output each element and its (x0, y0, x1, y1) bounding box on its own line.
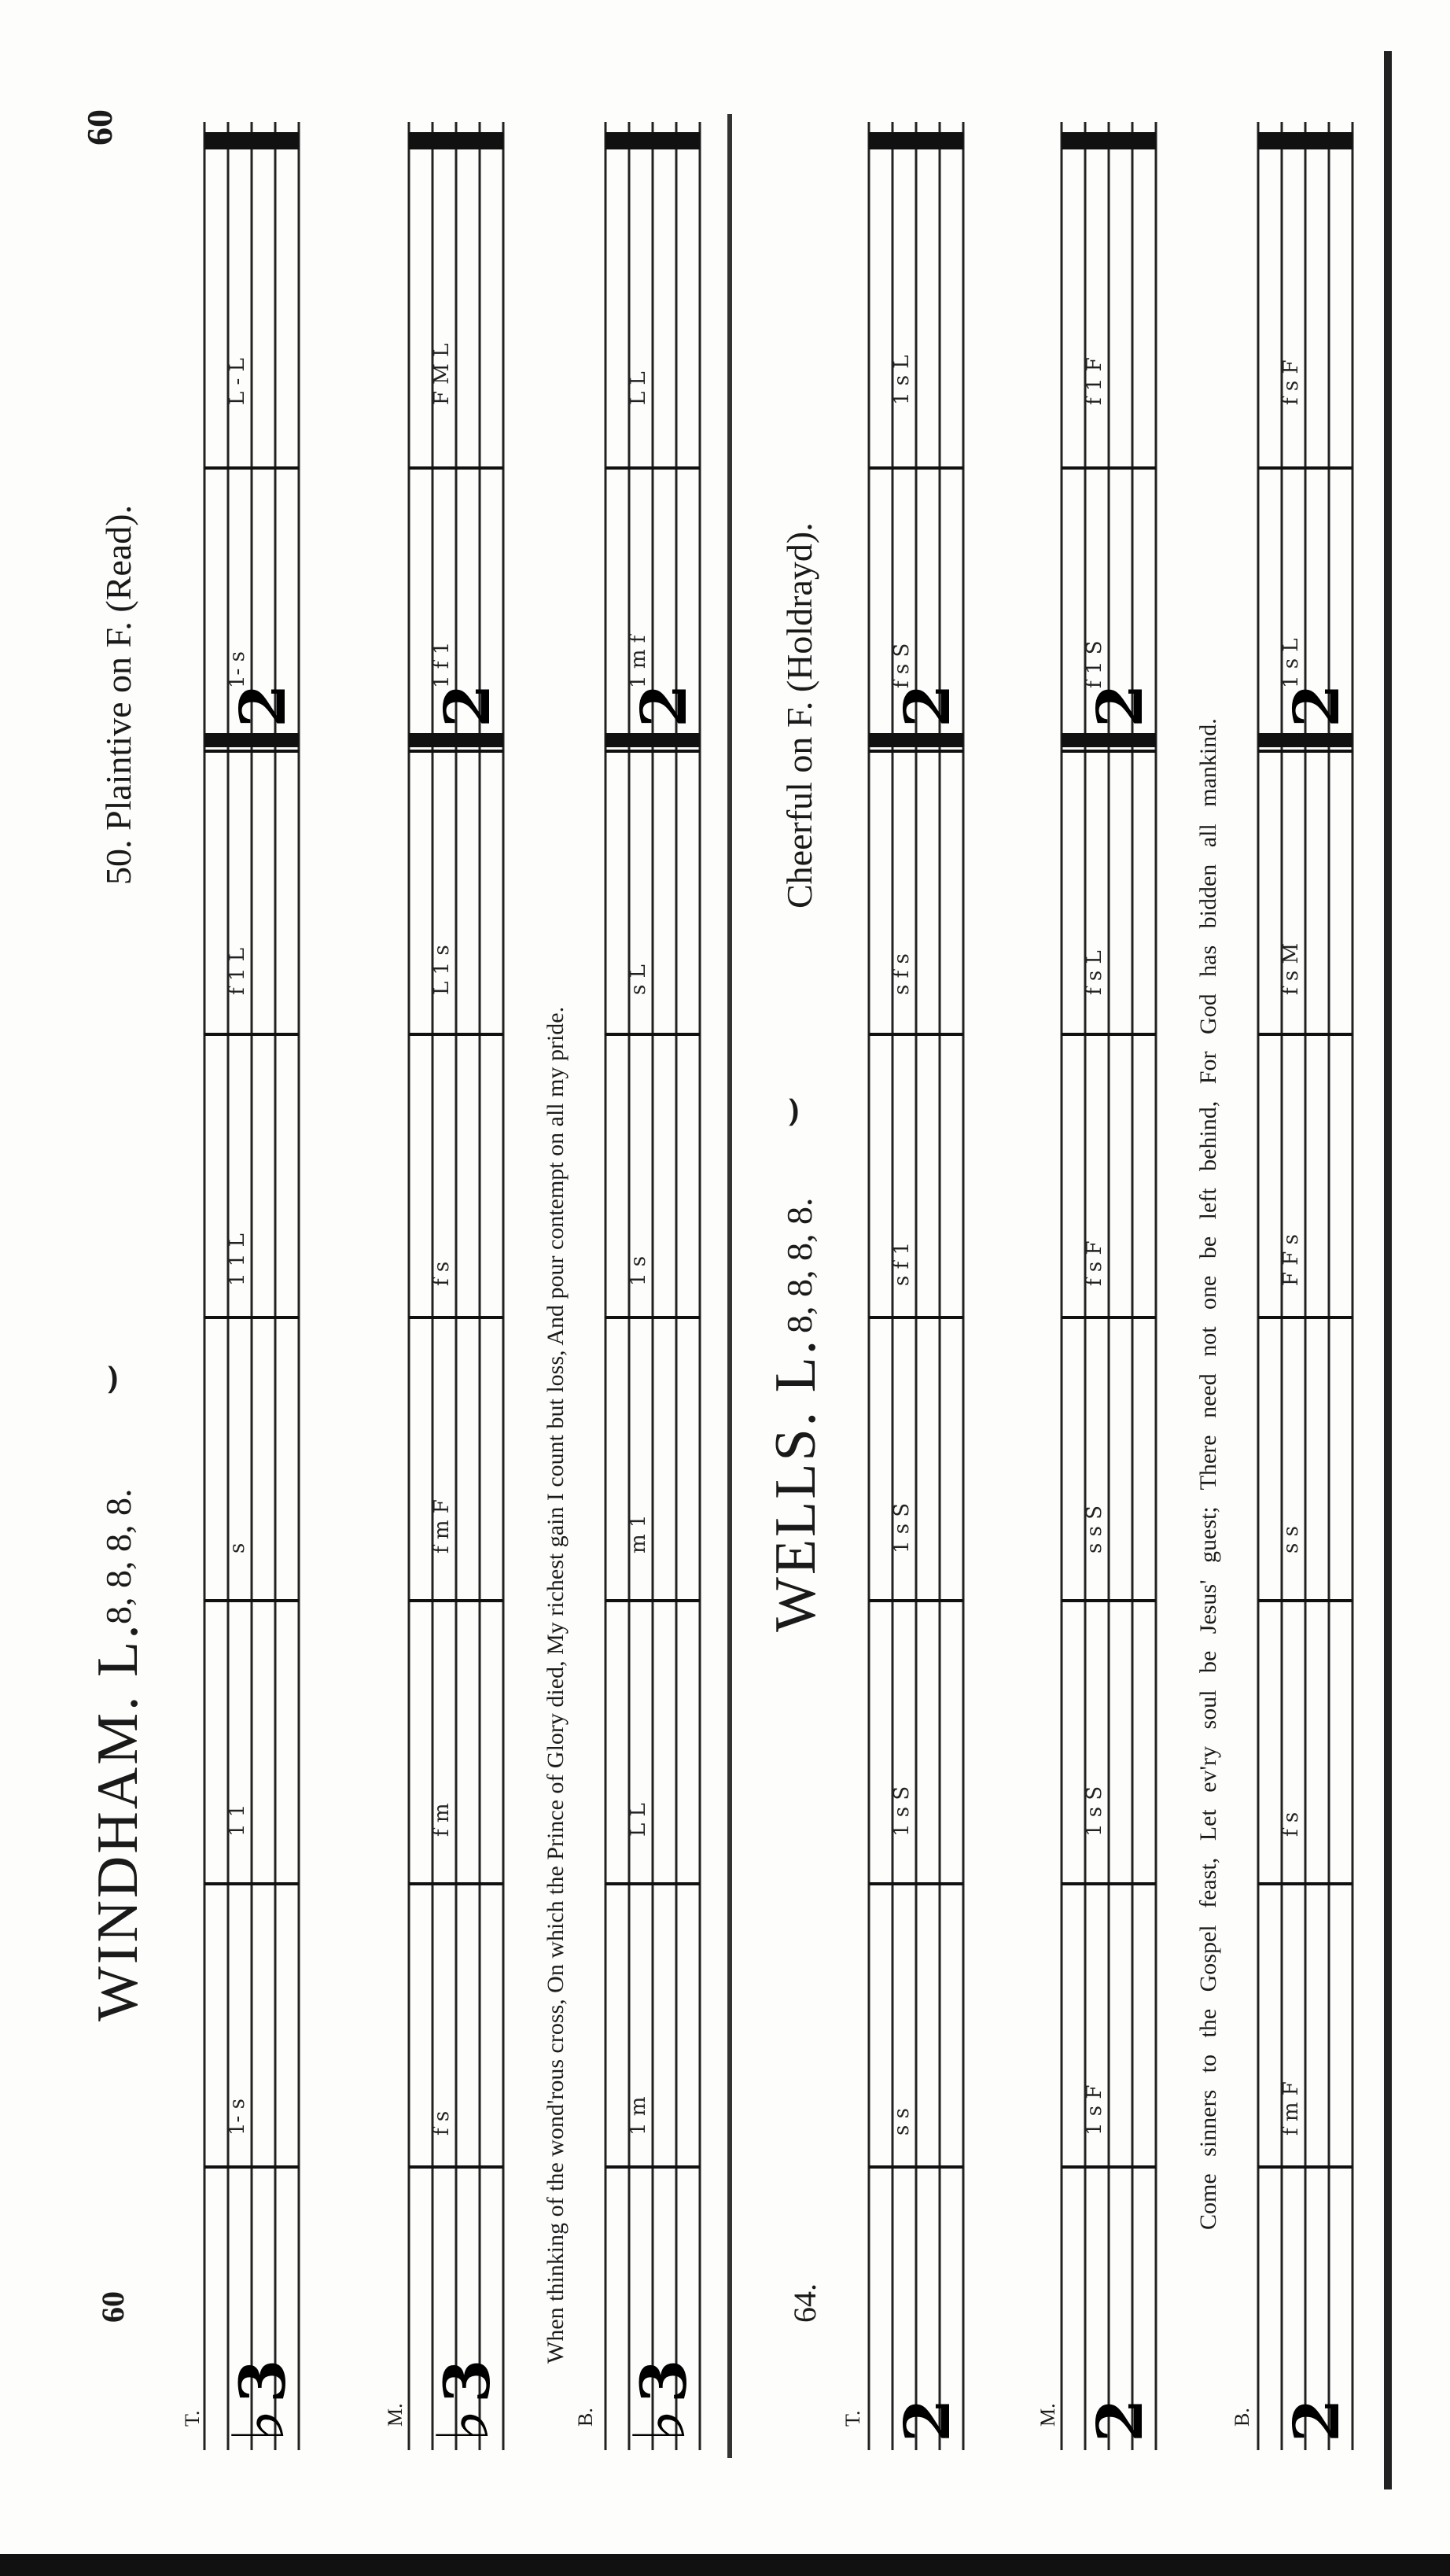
svg-text:2: 2 (1279, 684, 1353, 728)
svg-text:2: 2 (226, 684, 300, 728)
svg-text:f s: f s (430, 2110, 454, 2136)
staff-lines (1250, 122, 1360, 2450)
svg-text:L 1 s: L 1 s (430, 945, 454, 995)
svg-text:s f s: s f s (890, 953, 914, 995)
windham-voice-bass: B. (574, 2408, 597, 2427)
svg-text:s s: s s (1279, 1526, 1303, 1553)
svg-text:2: 2 (1083, 2398, 1157, 2442)
svg-text:f s F: f s F (1279, 359, 1303, 405)
svg-text:1- s: 1- s (226, 651, 249, 688)
svg-text:f 1 S: f 1 S (1083, 640, 1106, 688)
svg-text:s s S: s s S (1083, 1505, 1106, 1553)
svg-text:f s M: f s M (1279, 942, 1303, 995)
svg-text:3: 3 (627, 2359, 701, 2403)
svg-text:2: 2 (1279, 2398, 1353, 2442)
windham-voice-treble: T. (181, 2410, 204, 2427)
svg-text:3: 3 (430, 2359, 504, 2403)
svg-text:♭: ♭ (422, 2408, 505, 2442)
wells-bass-staff (1250, 122, 1360, 2450)
svg-text:s L: s L (627, 964, 650, 995)
svg-text:2: 2 (430, 684, 504, 728)
windham-meter: 8, 8, 8, 8. (98, 1488, 138, 1624)
page-bottom-shadow (1384, 51, 1392, 2489)
windham-title: WINDHAM. L. (86, 1622, 150, 2021)
staff-lines (401, 122, 511, 2450)
svg-text:1 s S: 1 s S (890, 1502, 914, 1553)
svg-text:s f 1: s f 1 (890, 1241, 914, 1286)
svg-text:2: 2 (890, 2398, 964, 2442)
section-rule (727, 114, 732, 2458)
svg-text:f s S: f s S (890, 643, 914, 688)
windham-bass-staff (598, 122, 708, 2450)
svg-text:f m F: f m F (430, 1499, 454, 1553)
svg-text:s s: s s (890, 2108, 914, 2136)
windham-voice-mid: M. (384, 2403, 407, 2427)
wells-title: WELLS. L. (764, 1337, 828, 1632)
svg-text:1 s S: 1 s S (1083, 1786, 1106, 1837)
wells-voice-treble: T. (841, 2410, 864, 2427)
windham-slur-mark: ⌣ (79, 1362, 135, 1396)
page-edge-rule (0, 2554, 1450, 2576)
svg-text:f m F: f m F (1279, 2081, 1303, 2136)
wells-meter: 8, 8, 8, 8. (779, 1197, 819, 1333)
svg-text:f 1 L: f 1 L (226, 948, 249, 995)
wells-number: 64. (787, 2283, 823, 2323)
svg-text:F F s: F F s (1279, 1234, 1303, 1286)
svg-text:1 m: 1 m (627, 2096, 650, 2136)
svg-text:♭: ♭ (619, 2408, 701, 2442)
staff-lines (1054, 122, 1164, 2450)
svg-text:f s: f s (430, 1261, 454, 1286)
svg-text:1 m f: 1 m f (627, 635, 650, 688)
page-number-left: 60 (95, 2291, 131, 2323)
staff-lines (197, 122, 307, 2450)
svg-text:1 s S: 1 s S (890, 1786, 914, 1837)
wells-right-heading: Cheerful on F. (Holdrayd). (779, 522, 819, 908)
svg-text:f s: f s (1279, 1811, 1303, 1837)
windham-treble-staff (197, 122, 307, 2450)
wells-lyrics: Come sinners to the Gospel feast, Let ev'ry soul be Jesus' guest; There need not one be left behind, For God has bidden all mankind. (1195, 718, 1221, 2230)
svg-text:s: s (226, 1542, 249, 1553)
svg-text:L - L: L - L (226, 358, 249, 405)
svg-text:1 s L: 1 s L (890, 355, 914, 405)
wells-treble-staff (861, 122, 971, 2450)
wells-voice-mid: M. (1036, 2403, 1059, 2427)
windham-right-heading: 50. Plaintive on F. (Read). (98, 504, 138, 885)
windham-lyrics: When thinking of the wond'rous cross, On which the Prince of Glory died, My richest gain I count but loss, And pour contempt on all my pride. (543, 1006, 569, 2364)
svg-text:1 1 L: 1 1 L (226, 1233, 249, 1286)
page-number-right: 60 (79, 109, 120, 146)
svg-text:1 s F: 1 s F (1083, 2084, 1106, 2136)
svg-text:1 f 1: 1 f 1 (430, 641, 454, 688)
svg-text:2: 2 (1083, 684, 1157, 728)
svg-text:f 1 F: f 1 F (1083, 357, 1106, 405)
svg-text:m 1: m 1 (627, 1514, 650, 1553)
wells-middle-staff (1054, 122, 1164, 2450)
staff-lines (861, 122, 971, 2450)
staff-lines (598, 122, 708, 2450)
windham-middle-staff (401, 122, 511, 2450)
svg-text:L L: L L (627, 371, 650, 405)
svg-text:1 s: 1 s (627, 1255, 650, 1286)
svg-text:1 1: 1 1 (226, 1804, 249, 1837)
svg-text:F M L: F M L (430, 343, 454, 405)
svg-text:2: 2 (627, 684, 701, 728)
wells-voice-bass: B. (1231, 2408, 1253, 2427)
wells-slur-mark: ⌣ (760, 1095, 816, 1129)
svg-text:♭: ♭ (218, 2408, 300, 2442)
svg-text:1 s L: 1 s L (1279, 638, 1303, 688)
svg-text:f m: f m (430, 1803, 454, 1837)
svg-text:1- s: 1- s (226, 2099, 249, 2136)
svg-text:2: 2 (890, 684, 964, 728)
svg-text:f s L: f s L (1083, 950, 1106, 995)
svg-text:f s F: f s F (1083, 1240, 1106, 1286)
svg-text:L L: L L (627, 1803, 650, 1837)
svg-text:3: 3 (226, 2359, 300, 2403)
